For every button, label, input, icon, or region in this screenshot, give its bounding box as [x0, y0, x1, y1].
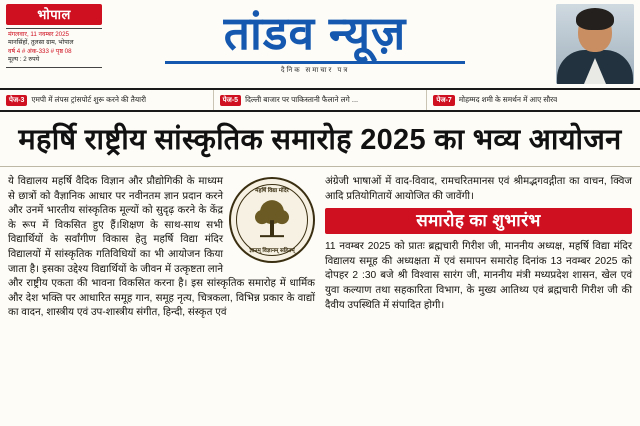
teaser-item[interactable]: [427, 90, 640, 110]
section-band: समारोह का शुभारंभ: [325, 208, 632, 234]
newspaper-subtitle: दैनिक समाचार पत्र: [280, 67, 350, 74]
newspaper-logo: [150, 6, 480, 75]
masthead-meta-line: मंगलवार, 11 नवम्बर 2025: [8, 31, 69, 38]
city-name: भोपाल: [6, 4, 102, 25]
page-title: महर्षि राष्ट्रीय सांस्कृतिक समारोह 2025 का भव्य आयोजन: [18, 124, 622, 156]
masthead: [0, 0, 640, 90]
article-column-left: [8, 175, 315, 411]
teaser-item[interactable]: [214, 90, 428, 110]
seal-top-text: महर्षि विद्या मंदिर: [255, 188, 289, 194]
teaser-text: एमपी में लंपस ट्रांसपोर्ट शुरू करने की तैयारी: [31, 95, 147, 104]
sourav-portrait-photo: [556, 4, 634, 84]
city-badge: [6, 4, 102, 68]
masthead-meta-line: वर्ष 4 # अंक-333 # पृष्ठ 08: [8, 47, 72, 55]
teaser-item[interactable]: [0, 90, 214, 110]
portrait-hair: [576, 8, 614, 30]
school-seal-logo: [229, 177, 315, 263]
masthead-meta-line: मूल्य : 2 रुपये: [8, 56, 40, 64]
teaser-page-badge: पेज-7: [433, 95, 454, 106]
masthead-meta: [6, 28, 102, 68]
masthead-meta-line: मानसिंहों, तुलसा ग्राम, भोपाल: [8, 39, 74, 47]
article-paragraph: 11 नवम्बर 2025 को प्रातः ब्रह्मचारी गिरीश जी, माननीय अध्यक्ष, महर्षि विद्या मंदिर विद्यालय समूह की अध्यक्षता में एवं समापन समारोह दिनांक 13 नवम्बर 2025 को दोपहर 2 :30 बजे श्री विश्वास सारंग जी, माननीय मंत्री मध्यप्रदेश शासन, खेल एवं युवा कल्याण तथा सहकारिता विभाग, के मुख्य आतिथ्य एवं ब्रह्मचारी गिरीश जी की दैवीय उपस्थिति में संपादित होगी।: [325, 241, 632, 311]
tree-icon: [252, 198, 292, 240]
teaser-text: दिल्ली बाजार पर पाकिस्तानी फैलाने लगे ...: [245, 95, 359, 104]
teaser-page-badge: पेज-3: [6, 95, 27, 106]
logo-rule: [165, 61, 465, 64]
article-paragraph: ये विद्यालय महर्षि वैदिक विज्ञान और प्रौद्योगिकी के माध्यम से छात्रों को वैज्ञानिक आधार पर नवीनतम ज्ञान प्रदान करने और उनमें भारतीय सांस्कृतिक मूल्यों को सुदृढ़ करने के केंद्र के रूप में विकसित हुए हैं।शिक्षण के साथ-साथ सभी विद्यार्थियों के सर्वांगीण विकास हेतु महर्षि विद्या मंदिर विद्यालयों में सांस्कृतिक गतिविधियों का भी आयोजन किया जाता है। इसका उद्देश्य विद्यार्थियों के जीवन में उत्कृष्टता लाने और राष्ट्रीय एकता की भावना विकसित करना है। इस सांस्कृतिक समारोह में धार्मिक और देश भक्ति पर आधारित समूह गान, समूह नृत्य, चित्रकला, विभिन्न प्रकार के वाद्यों का वादन, शास्त्रीय एवं उप-शास्त्रीय संगीत, हिन्दी, संस्कृत एवं: [8, 176, 315, 319]
teaser-strip: [0, 90, 640, 112]
headline-block: [0, 112, 640, 167]
teaser-text: मोहम्मद शमी के समर्थन में आए सौरव: [458, 95, 558, 104]
seal-bottom-text: ज्ञानम् विज्ञानम् सहितम्: [249, 248, 295, 254]
article-column-right: [325, 175, 632, 411]
newspaper-title: तांडव न्यूज़: [223, 7, 407, 59]
article-body: [0, 167, 640, 411]
teaser-page-badge: पेज-5: [220, 95, 241, 106]
article-paragraph: अंग्रेजी भाषाओं में वाद-विवाद, रामचरितमानस एवं श्रीमद्भगवद्गीता का वाचन, क्विज आदि प्रतियोगितायें आयोजित की जावेंगी।: [325, 176, 632, 202]
